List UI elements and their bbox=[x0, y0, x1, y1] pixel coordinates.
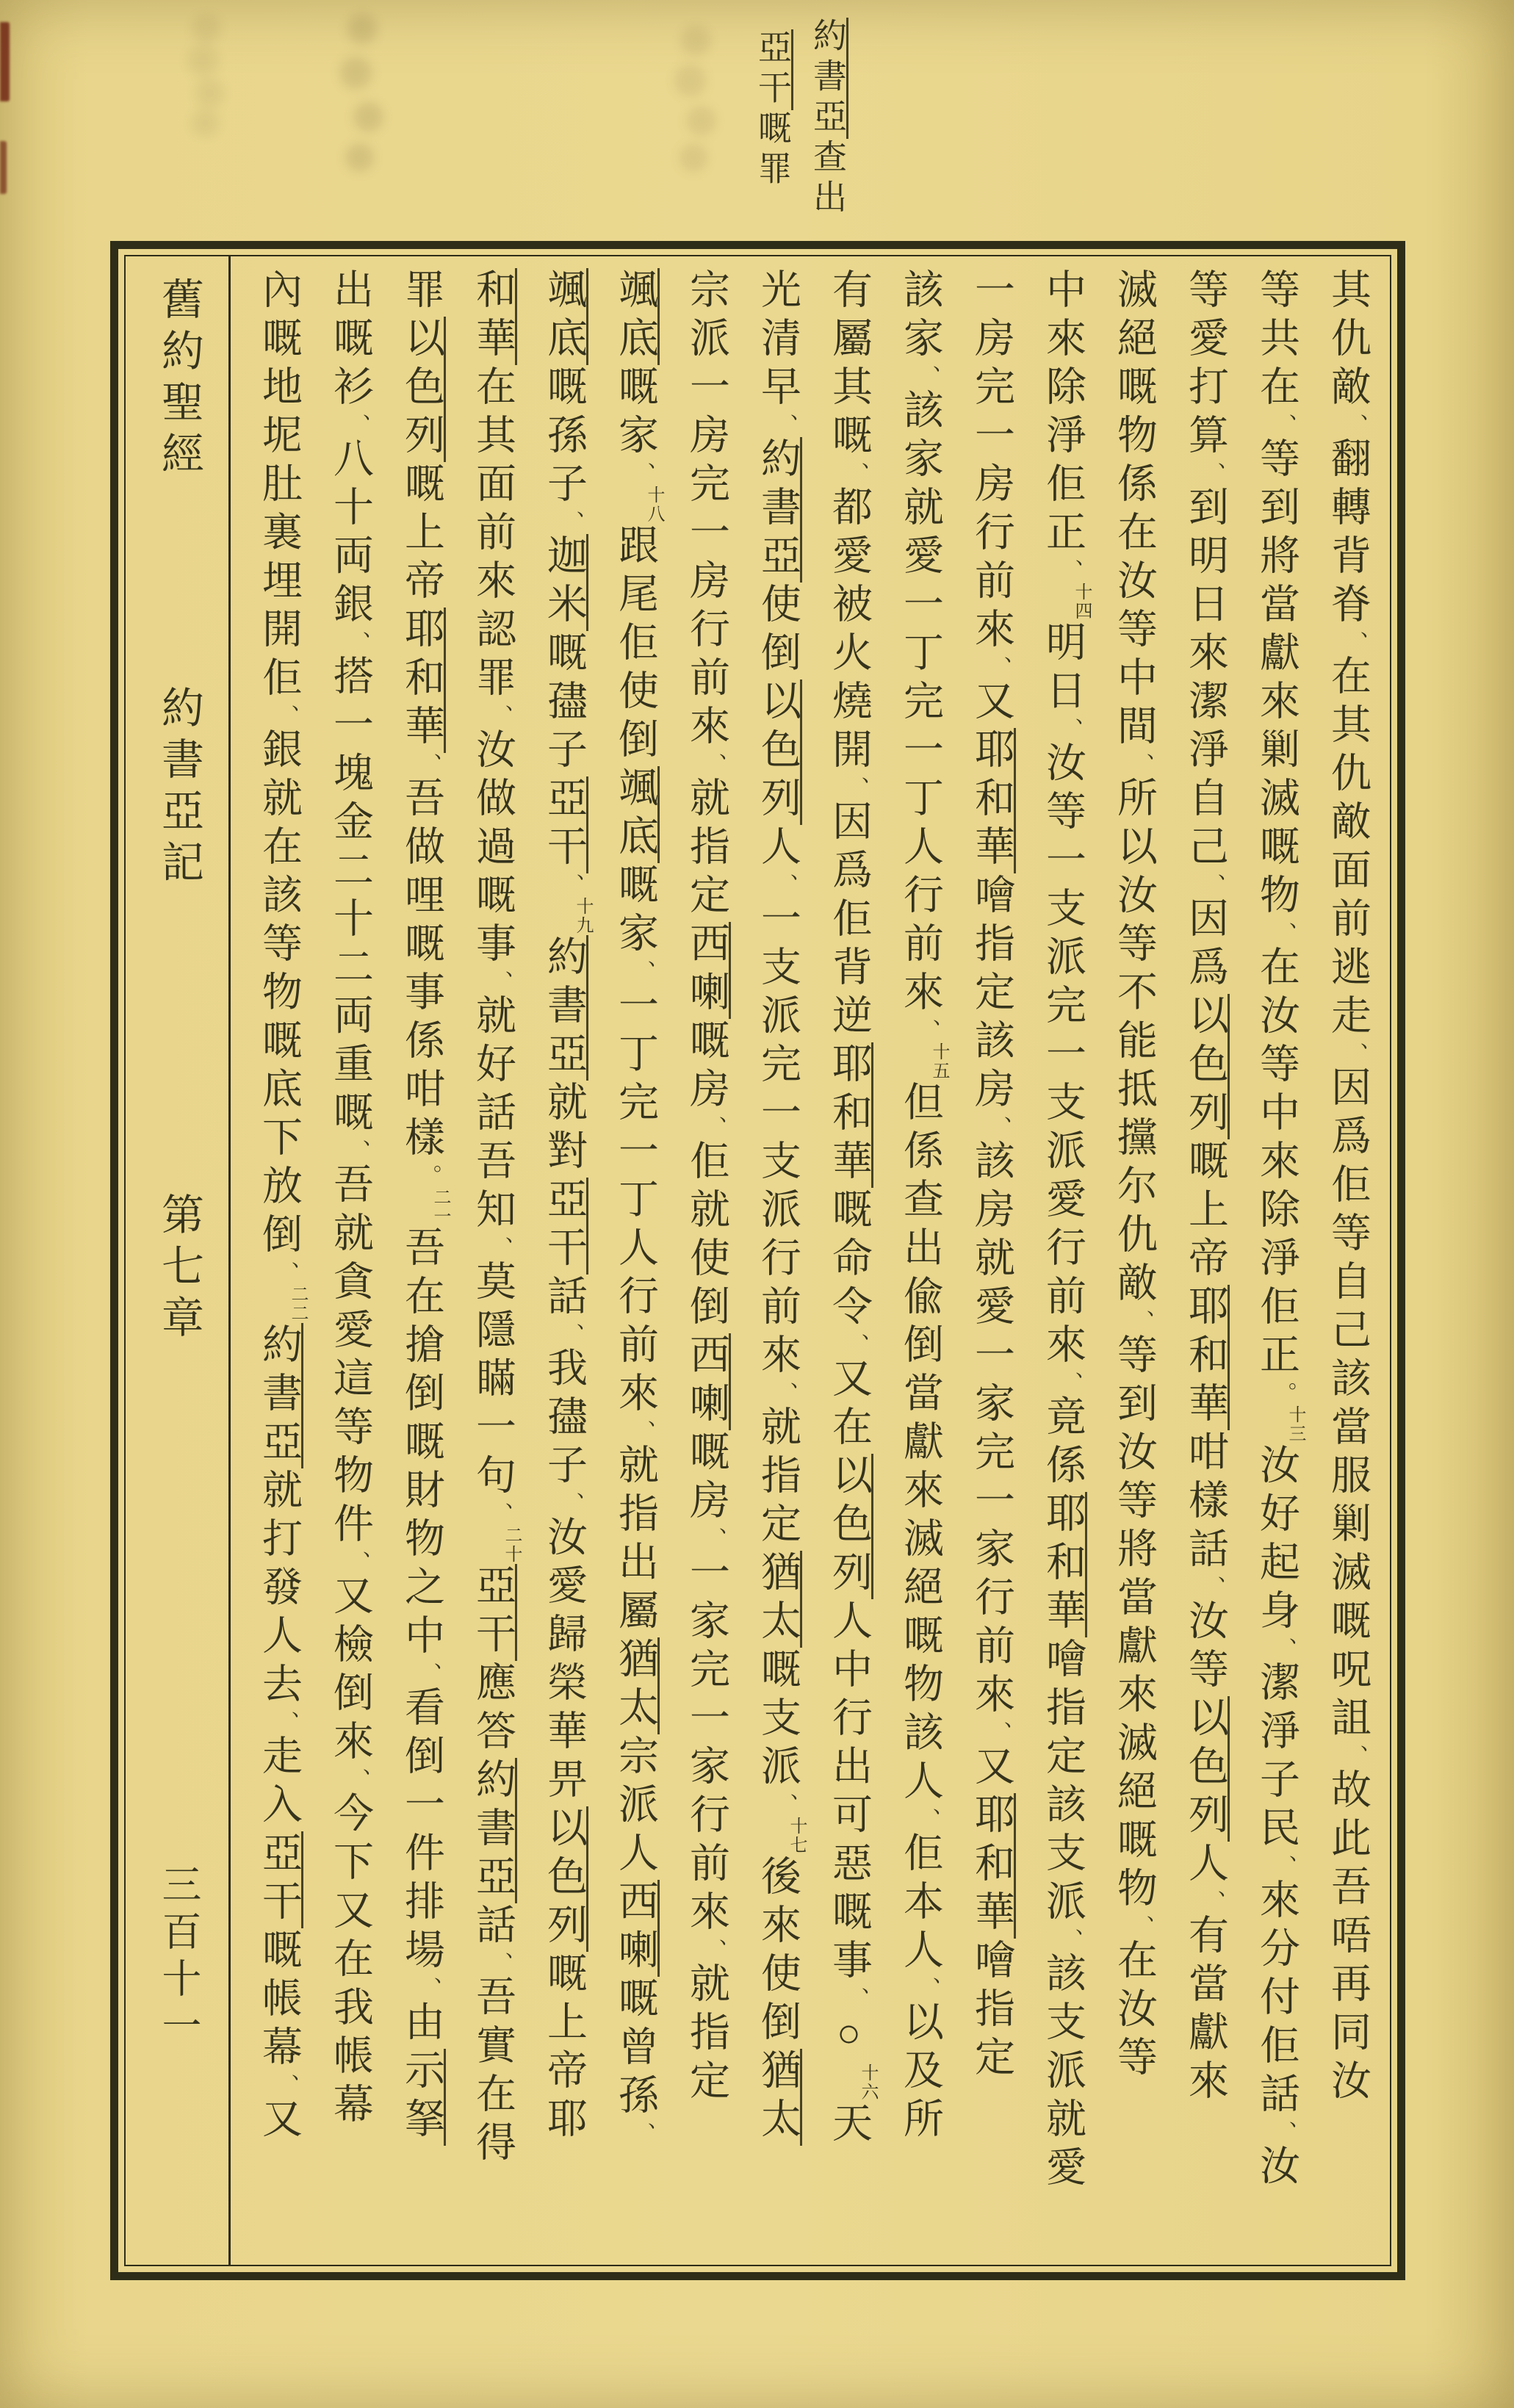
text-run: 走入 bbox=[256, 1734, 301, 1831]
text-run: 又 bbox=[969, 1745, 1014, 1793]
text-run: 吾就貪愛這等物件 bbox=[328, 1163, 372, 1551]
text-run: 搭一塊金二十二両重嘅 bbox=[328, 655, 372, 1139]
text-run: 中來除淨佢正 bbox=[1040, 268, 1085, 559]
punctuation-mark: 、 bbox=[773, 1793, 797, 1817]
text-run: 跟尾佢使倒 bbox=[613, 524, 657, 766]
text-column bbox=[671, 268, 742, 2252]
punctuation-mark: 、 bbox=[630, 960, 655, 984]
punctuation-mark: 、 bbox=[559, 1323, 583, 1347]
text-run: 嘅帳幕 bbox=[256, 1928, 301, 2074]
proper-name-marked-run: 亞干 bbox=[470, 1564, 517, 1661]
text-run: 有當獻來 bbox=[1183, 1914, 1228, 2108]
text-column bbox=[243, 268, 314, 2252]
text-run: 應答 bbox=[470, 1661, 515, 1758]
punctuation-mark: 、 bbox=[345, 414, 370, 437]
text-run: 宗派一房完一房行前來 bbox=[684, 268, 729, 753]
punctuation-mark: 、 bbox=[1343, 1042, 1367, 1066]
text-run: 一丁完一丁人行前來 bbox=[613, 984, 657, 1420]
text-run: 就指定 bbox=[684, 1962, 729, 2108]
text-run: 後來使倒 bbox=[755, 1855, 800, 2049]
proper-name-marked-run: 以色列 bbox=[399, 317, 446, 462]
text-column bbox=[1098, 268, 1169, 2252]
verse-number: 十九 bbox=[573, 897, 592, 935]
text-run: 所以汝等不能抵攩尔仇敵 bbox=[1111, 776, 1156, 1310]
text-column bbox=[528, 268, 599, 2252]
text-run: 在汝等中來除淨佢正 bbox=[1254, 945, 1299, 1382]
text-run: 汝 bbox=[1254, 2144, 1299, 2193]
text-run: 嘅房 bbox=[684, 1430, 729, 1527]
text-run: 查出 bbox=[809, 139, 846, 220]
punctuation-mark: 、 bbox=[559, 511, 583, 534]
proper-name-marked-run: 耶和華 bbox=[826, 1042, 873, 1188]
text-run: 一家完一家行前來 bbox=[684, 1551, 729, 1939]
text-run: 宗派人 bbox=[613, 1734, 657, 1880]
text-run: 銀就在該等物嘅底下放倒 bbox=[256, 728, 301, 1261]
proper-name-marked-run: 亞干 bbox=[256, 1831, 303, 1928]
proper-name-marked-run: 亞干 bbox=[541, 776, 588, 873]
punctuation-mark: 、 bbox=[630, 462, 655, 486]
text-run: 嘅罪 bbox=[754, 110, 791, 191]
margin-testament-title: 舊約聖經 bbox=[155, 277, 203, 483]
text-run: 在其面前來認罪 bbox=[470, 365, 515, 704]
verse-number: 十八 bbox=[644, 486, 663, 524]
punctuation-mark: 、 bbox=[345, 1768, 370, 1792]
text-run: 人 bbox=[1183, 1842, 1228, 1890]
proper-name-marked-run: 颯底 bbox=[613, 766, 660, 863]
text-run: 噲指定該支派 bbox=[1040, 1637, 1085, 1928]
text-run: ○ bbox=[826, 2011, 871, 2063]
punctuation-mark: 、 bbox=[417, 1977, 441, 2000]
proper-name-marked-run: 約書亞 bbox=[470, 1758, 517, 1903]
text-run: 由 bbox=[399, 2000, 444, 2049]
verse-number: 十三 bbox=[1286, 1405, 1305, 1443]
proper-name-marked-run: 耶和華 bbox=[969, 728, 1016, 873]
text-run: 在汝等 bbox=[1111, 1939, 1156, 2084]
text-column bbox=[1169, 268, 1241, 2252]
text-run: 嘅曾孫 bbox=[613, 1977, 657, 2122]
proper-name-marked-run: 以色列 bbox=[1183, 994, 1230, 1139]
punctuation-mark: 、 bbox=[844, 1987, 868, 2011]
text-run: 汝做過嘅事 bbox=[470, 728, 515, 970]
proper-name-marked-run: 猶太 bbox=[755, 2049, 802, 2146]
punctuation-mark: 、 bbox=[1272, 922, 1296, 945]
punctuation-mark: 、 bbox=[488, 1236, 512, 1260]
text-run: 咁樣話 bbox=[1183, 1430, 1228, 1576]
proper-name-marked-run: 以色列 bbox=[826, 1454, 873, 1599]
text-run: 我孻子 bbox=[541, 1347, 586, 1492]
punctuation-mark: 、 bbox=[987, 1721, 1011, 1745]
punctuation-mark: 、 bbox=[1058, 559, 1082, 583]
punctuation-mark: 、 bbox=[345, 631, 370, 655]
text-run: 嘅房 bbox=[684, 1019, 729, 1116]
punctuation-mark: 、 bbox=[630, 1420, 655, 1443]
punctuation-mark: 。 bbox=[417, 1164, 441, 1188]
proper-name-marked-run: 西喇 bbox=[613, 1880, 660, 1977]
proper-name-marked-run: 以色列 bbox=[1183, 1696, 1230, 1842]
text-run: 該家就愛一丁完一丁人行前來 bbox=[898, 389, 942, 1019]
punctuation-mark: 、 bbox=[1129, 1310, 1153, 1333]
text-run: 嘅上帝 bbox=[1183, 1139, 1228, 1285]
text-run: 一支派完一支派行前來 bbox=[755, 897, 800, 1382]
punctuation-mark: 、 bbox=[559, 873, 583, 897]
punctuation-mark: 、 bbox=[417, 1662, 441, 1686]
proper-name-marked-run: 西喇 bbox=[684, 922, 731, 1019]
punctuation-mark: 、 bbox=[488, 1502, 512, 1526]
text-run: 在其仇敵面前逃走 bbox=[1325, 655, 1370, 1042]
proper-name-marked-run: 猶太 bbox=[613, 1637, 660, 1734]
text-run: 嘅孫子 bbox=[541, 365, 586, 511]
text-run: 都愛被火燒開 bbox=[826, 486, 871, 776]
text-column bbox=[314, 268, 386, 2252]
punctuation-mark: 、 bbox=[1200, 1576, 1225, 1599]
text-run: 就好話吾知 bbox=[470, 994, 515, 1236]
punctuation-mark: 、 bbox=[1272, 414, 1296, 437]
punctuation-mark: 、 bbox=[559, 1492, 583, 1515]
punctuation-mark: 、 bbox=[274, 1261, 298, 1285]
margin-chapter-label: 第七章 bbox=[155, 1192, 203, 1347]
punctuation-mark: 、 bbox=[1200, 873, 1225, 897]
punctuation-mark: 、 bbox=[844, 776, 868, 800]
text-run: 滅絕嘅物係在汝等中間 bbox=[1111, 268, 1156, 753]
proper-name-marked-run: 以色列 bbox=[541, 1806, 588, 1952]
punctuation-mark: 、 bbox=[488, 970, 512, 994]
proper-name-marked-run: 示拏 bbox=[399, 2049, 446, 2146]
page-frame bbox=[110, 241, 1405, 2280]
text-run: 又檢倒來 bbox=[328, 1574, 372, 1768]
proper-name-marked-run: 約書亞 bbox=[256, 1323, 303, 1468]
text-run: 人中行出可惡嘅事 bbox=[826, 1599, 871, 1987]
proper-name-marked-run: 耶和華 bbox=[969, 1793, 1016, 1939]
text-run: 又 bbox=[969, 679, 1014, 728]
text-run: 以及所 bbox=[898, 2000, 942, 2146]
verse-number: 十六 bbox=[858, 2063, 877, 2102]
punctuation-mark: 、 bbox=[1200, 462, 1225, 486]
text-run: 佢本人 bbox=[898, 1831, 942, 1977]
punctuation-mark: 、 bbox=[773, 873, 797, 897]
text-run: 因爲佢等自己該當服剿滅嘅呪詛 bbox=[1325, 1066, 1370, 1745]
punctuation-mark: 、 bbox=[1272, 1637, 1296, 1661]
punctuation-mark: 、 bbox=[1058, 718, 1082, 741]
proper-name-marked-run: 約書亞 bbox=[541, 935, 588, 1081]
text-run: 人 bbox=[755, 825, 800, 873]
text-run: 又 bbox=[256, 2097, 301, 2146]
text-run: 來分付佢話 bbox=[1254, 1878, 1299, 2121]
punctuation-mark: 、 bbox=[702, 1527, 726, 1551]
text-column bbox=[1027, 268, 1098, 2252]
punctuation-mark: 、 bbox=[844, 1333, 868, 1357]
punctuation-mark: 、 bbox=[274, 2074, 298, 2097]
punctuation-mark: 、 bbox=[915, 365, 940, 389]
text-run: 其仇敵 bbox=[1325, 268, 1370, 414]
text-run: 因爲 bbox=[1183, 897, 1228, 994]
punctuation-mark: 、 bbox=[773, 414, 797, 437]
verse-number: 二二 bbox=[288, 1285, 307, 1323]
punctuation-mark: 、 bbox=[630, 2122, 655, 2146]
punctuation-mark: 、 bbox=[987, 656, 1011, 679]
text-run: 竟係 bbox=[1040, 1395, 1085, 1492]
text-run: 潔淨子民 bbox=[1254, 1661, 1299, 1855]
proper-name-marked-run: 約書亞 bbox=[755, 437, 802, 583]
text-run: 汝愛歸榮華畀 bbox=[541, 1515, 586, 1806]
text-run: 到明日來潔淨自己 bbox=[1183, 486, 1228, 873]
punctuation-mark: 、 bbox=[345, 1551, 370, 1574]
text-run: 話 bbox=[470, 1903, 515, 1952]
text-columns bbox=[237, 268, 1383, 2256]
page-number: 三百十一 bbox=[156, 1864, 201, 2052]
page-frame-inner bbox=[124, 255, 1391, 2266]
text-run: 汝等 bbox=[1183, 1599, 1228, 1696]
punctuation-mark: 、 bbox=[702, 1939, 726, 1962]
text-run: 噲指定 bbox=[969, 1939, 1014, 2084]
text-run: 等共在 bbox=[1254, 268, 1299, 414]
text-run: 噲指定該房 bbox=[969, 873, 1014, 1116]
punctuation-mark: 、 bbox=[844, 462, 868, 486]
punctuation-mark: 、 bbox=[1343, 631, 1367, 655]
punctuation-mark: 、 bbox=[915, 1977, 940, 2000]
verse-number: 十五 bbox=[929, 1042, 948, 1081]
proper-name-marked-run: 耶和華 bbox=[1183, 1285, 1230, 1430]
punctuation-mark: 。 bbox=[1272, 1382, 1296, 1405]
punctuation-mark: 、 bbox=[987, 1116, 1011, 1139]
margin-book-title: 約書亞記 bbox=[155, 685, 203, 891]
text-run: 等愛打算 bbox=[1183, 268, 1228, 462]
proper-name-marked-run: 和華 bbox=[470, 268, 517, 365]
text-run: 就指定 bbox=[684, 776, 729, 922]
text-run: 等到將當獻來剿滅嘅物 bbox=[1254, 437, 1299, 922]
proper-name-marked-run: 亞干 bbox=[754, 29, 793, 110]
text-run: 天 bbox=[826, 2102, 871, 2150]
text-run: 該家 bbox=[898, 268, 942, 365]
text-run: 嘅上帝耶 bbox=[541, 1952, 586, 2146]
punctuation-mark: 、 bbox=[417, 753, 441, 776]
verse-number: 十四 bbox=[1072, 583, 1091, 621]
text-run: 就指定 bbox=[755, 1405, 800, 1551]
text-run: 嘅支派 bbox=[755, 1648, 800, 1793]
text-run: 吾在搶倒嘅財物之中 bbox=[399, 1226, 444, 1662]
text-run: 吾做哩嘅事係咁樣 bbox=[399, 776, 444, 1164]
punctuation-mark: 、 bbox=[1200, 1890, 1225, 1914]
text-run: 就打發人去 bbox=[256, 1468, 301, 1711]
text-run: 出嘅衫 bbox=[328, 268, 372, 414]
punctuation-mark: 、 bbox=[1272, 2121, 1296, 2144]
proper-name-marked-run: 耶和華 bbox=[1040, 1492, 1087, 1637]
proper-name-marked-run: 耶和華 bbox=[399, 608, 446, 753]
text-run: 汝好起身 bbox=[1254, 1443, 1299, 1637]
proper-name-marked-run: 颯底 bbox=[541, 268, 588, 365]
text-run: 但係查出偸倒當獻來滅絕嘅物該人 bbox=[898, 1081, 942, 1808]
text-run: 八十両銀 bbox=[328, 437, 372, 631]
punctuation-mark: 、 bbox=[773, 1382, 797, 1405]
text-run: 內嘅地坭肚裏埋開佢 bbox=[256, 268, 301, 704]
proper-name-marked-run: 颯底 bbox=[613, 268, 660, 365]
running-head-line-2 bbox=[748, 29, 796, 191]
text-column bbox=[1241, 268, 1312, 2252]
text-run: 嘅家 bbox=[613, 863, 657, 960]
text-run: 光清早 bbox=[755, 268, 800, 414]
text-run: 有屬其嘅 bbox=[826, 268, 871, 462]
text-run: 使倒 bbox=[755, 583, 800, 679]
text-column bbox=[742, 268, 813, 2252]
proper-name-marked-run: 以色列 bbox=[755, 679, 802, 825]
punctuation-mark: 、 bbox=[1058, 1371, 1082, 1395]
punctuation-mark: 、 bbox=[274, 704, 298, 728]
punctuation-mark: 、 bbox=[1343, 414, 1367, 437]
margin-divider-rule bbox=[228, 256, 231, 2265]
text-column bbox=[457, 268, 528, 2252]
punctuation-mark: 、 bbox=[345, 1139, 370, 1163]
proper-name-marked-run: 迦米 bbox=[541, 534, 588, 631]
text-column bbox=[956, 268, 1027, 2252]
text-column bbox=[599, 268, 671, 2252]
text-run: 吾實在得 bbox=[470, 1975, 515, 2169]
verse-number: 二十 bbox=[502, 1526, 521, 1564]
text-run: 故此吾唔再同汝 bbox=[1325, 1768, 1370, 2108]
proper-name-marked-run: 猶太 bbox=[755, 1551, 802, 1648]
text-run: 又在 bbox=[826, 1357, 871, 1454]
running-head bbox=[0, 0, 1514, 242]
verse-number: 二一 bbox=[430, 1188, 450, 1226]
text-run: 等到汝等將當獻來滅絕嘅物 bbox=[1111, 1333, 1156, 1915]
text-column bbox=[386, 268, 457, 2252]
text-run: 該房就愛一家完一家行前來 bbox=[969, 1139, 1014, 1721]
text-column bbox=[1312, 268, 1383, 2252]
text-run: 一房完一房行前來 bbox=[969, 268, 1014, 656]
running-head-line-1 bbox=[803, 18, 851, 220]
punctuation-mark: 、 bbox=[274, 1711, 298, 1734]
verse-number: 十七 bbox=[787, 1817, 806, 1855]
text-run: 明日 bbox=[1040, 621, 1085, 718]
text-run: 看倒一件排場 bbox=[399, 1686, 444, 1977]
punctuation-mark: 、 bbox=[1129, 1915, 1153, 1939]
text-run: 就指出屬 bbox=[613, 1443, 657, 1637]
text-run: 嘅孻子 bbox=[541, 631, 586, 776]
text-run: 嘅上帝 bbox=[399, 462, 444, 608]
text-column bbox=[813, 268, 884, 2252]
text-run: 因爲佢背逆 bbox=[826, 800, 871, 1042]
punctuation-mark: 、 bbox=[1343, 1745, 1367, 1768]
text-run: 嘅家 bbox=[613, 365, 657, 462]
text-run: 就對 bbox=[541, 1081, 586, 1178]
punctuation-mark: 、 bbox=[488, 704, 512, 728]
proper-name-marked-run: 約書亞 bbox=[809, 18, 848, 139]
text-run: 翻轉背脊 bbox=[1325, 437, 1370, 631]
punctuation-mark: 、 bbox=[488, 1952, 512, 1975]
text-run: 罪 bbox=[399, 268, 444, 317]
text-run: 該支派就愛 bbox=[1040, 1952, 1085, 2194]
text-run: 話 bbox=[541, 1275, 586, 1323]
punctuation-mark: 、 bbox=[1129, 753, 1153, 776]
punctuation-mark: 、 bbox=[1272, 1855, 1296, 1878]
text-run: 今下又在我帳幕 bbox=[328, 1792, 372, 2131]
text-column bbox=[884, 268, 956, 2252]
punctuation-mark: 、 bbox=[1058, 1928, 1082, 1952]
text-run: 汝等一支派完一支派愛行前來 bbox=[1040, 741, 1085, 1371]
proper-name-marked-run: 西喇 bbox=[684, 1333, 731, 1430]
text-run: 嘅命令 bbox=[826, 1188, 871, 1333]
proper-name-marked-run: 亞干 bbox=[541, 1178, 588, 1275]
punctuation-mark: 、 bbox=[915, 1019, 940, 1042]
punctuation-mark: 、 bbox=[915, 1808, 940, 1831]
text-run: 莫隱瞞一句 bbox=[470, 1260, 515, 1502]
text-run: 佢就使倒 bbox=[684, 1139, 729, 1333]
punctuation-mark: 、 bbox=[702, 753, 726, 776]
punctuation-mark: 、 bbox=[702, 1116, 726, 1139]
